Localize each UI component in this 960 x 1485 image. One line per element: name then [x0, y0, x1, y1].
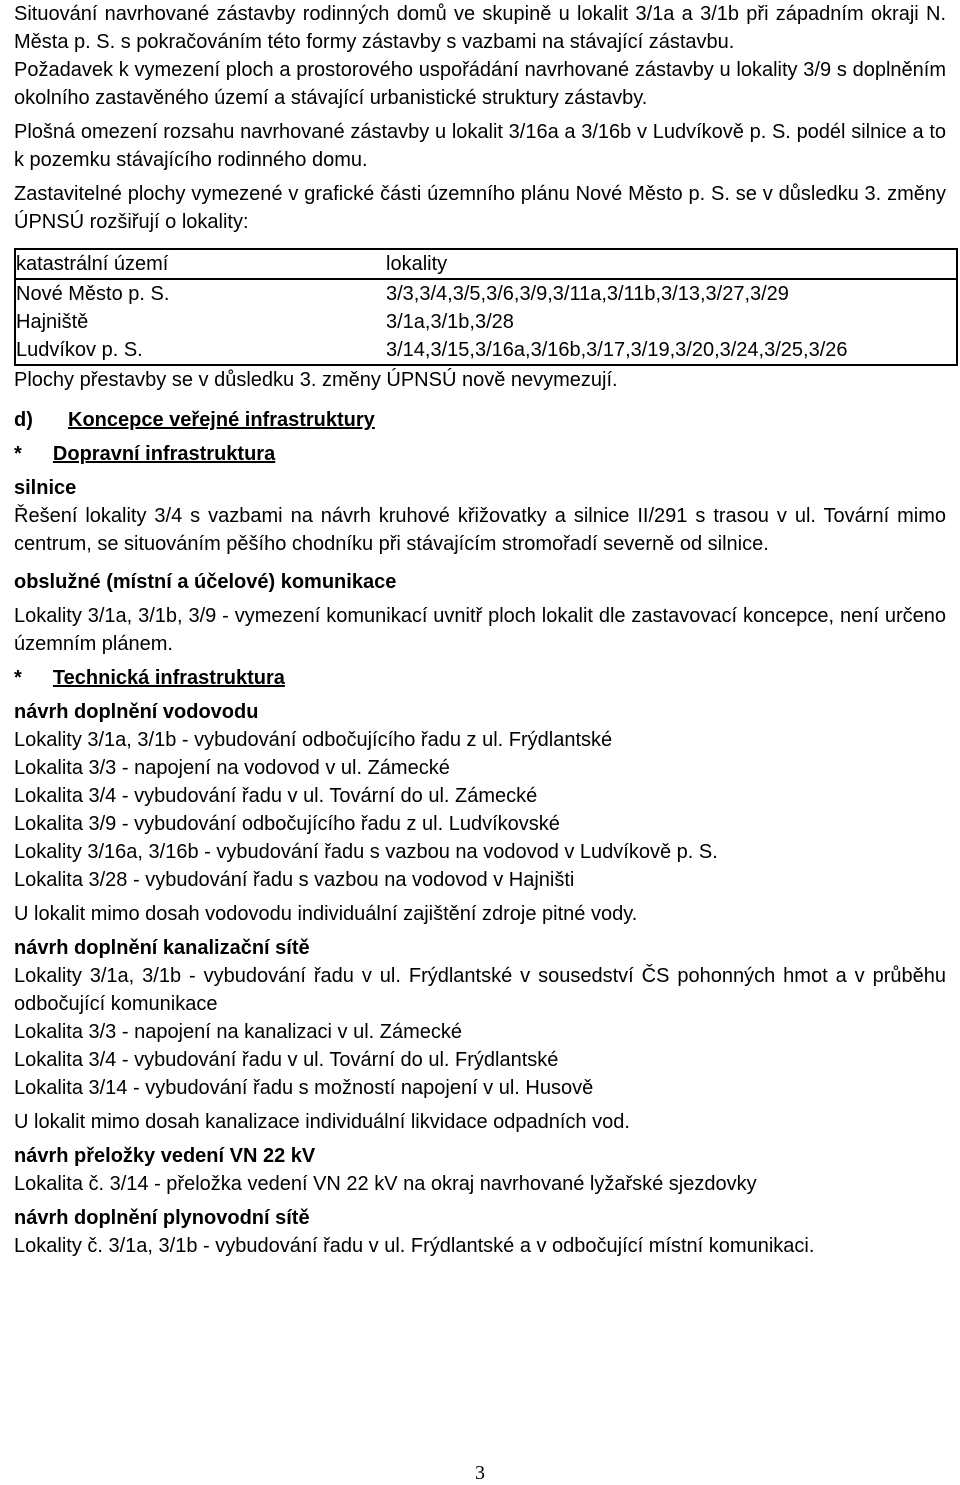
table-header-localities: lokality: [386, 249, 957, 279]
water-line: Lokalita 3/3 - napojení na vodovod v ul. Zámecké: [14, 757, 450, 779]
paragraph-plochy-prestavby: Plochy přestavby se v důsledku 3. změny ÚPNSÚ nově nevymezují.: [14, 369, 618, 391]
table-header-row: [15, 249, 957, 279]
sewer-note: U lokalit mimo dosah kanalizace individuální likvidace odpadních vod.: [14, 1111, 630, 1133]
water-note: U lokalit mimo dosah vodovodu individuální zajištění zdroje pitné vody.: [14, 903, 638, 925]
roads-heading: silnice: [14, 477, 77, 499]
paragraph-plosna-omezeni: Plošná omezení rozsahu navrhované zástavby u lokalit 3/16a a 3/16b v Ludvíkově p. S. podél silnice a to k pozemku stávajícího rodinného domu.: [14, 121, 946, 171]
technical-title: Technická infrastruktura: [52, 667, 285, 689]
page-number: 3: [475, 1462, 485, 1484]
bullet-star: *: [14, 443, 22, 465]
sewer-line: Lokality 3/1a, 3/1b - vybudování řadu v ul. Frýdlantské v sousedství ČS pohonných hmot a v průběhu odbočující komunikace: [14, 965, 946, 1015]
table-cell-localities: 3/1a,3/1b,3/28: [386, 308, 957, 336]
table-cell-area: Nové Město p. S.: [15, 279, 386, 308]
bullet-star: *: [14, 667, 22, 689]
paragraph-situovani: Situování navrhované zástavby rodinných domů ve skupině u lokalit 3/1a a 3/1b při západním okraji N. Města p. S. s pokračováním této formy zástavby s vazbami na stávající zástavbu.: [14, 3, 946, 53]
water-line: Lokalita 3/9 - vybudování odbočujícího řadu z ul. Ludvíkovské: [14, 813, 560, 835]
section-d-heading: [14, 406, 946, 434]
table-cell-localities: 3/14,3/15,3/16a,3/16b,3/17,3/19,3/20,3/24,3/25,3/26: [386, 336, 957, 365]
table-header-area: katastrální území: [15, 249, 386, 279]
localities-table: [14, 248, 958, 366]
table-row: [15, 308, 957, 336]
local-roads-text: Lokality 3/1a, 3/1b, 3/9 - vymezení komunikací uvnitř ploch lokalit dle zastavovací koncepce, není určeno územním plánem.: [14, 605, 946, 655]
water-heading: návrh doplnění vodovodu: [14, 701, 259, 723]
water-line: Lokalita 3/28 - vybudování řadu s vazbou na vodovod v Hajništi: [14, 869, 575, 891]
technical-heading: [14, 664, 946, 692]
transport-title: Dopravní infrastruktura: [52, 443, 276, 465]
local-roads-heading: obslužné (místní a účelové) komunikace: [14, 571, 397, 593]
gas-text: Lokality č. 3/1a, 3/1b - vybudování řadu v ul. Frýdlantské a v odbočující místní komunikaci.: [14, 1235, 815, 1257]
vn-text: Lokalita č. 3/14 - přeložka vedení VN 22 kV na okraj navrhované lyžařské sjezdovky: [14, 1173, 757, 1195]
document-body: [14, 0, 946, 1260]
table-cell-area: Hajniště: [15, 308, 386, 336]
paragraph-pozadavek: Požadavek k vymezení ploch a prostorového uspořádání navrhované zástavby u lokality 3/9 s doplněním okolního zastavěného území a stávající urbanistické struktury zástavby.: [14, 59, 946, 109]
water-line: Lokalita 3/4 - vybudování řadu v ul. Tovární do ul. Zámecké: [14, 785, 538, 807]
sewer-heading: návrh doplnění kanalizační sítě: [14, 937, 310, 959]
section-d-letter: d): [14, 409, 33, 431]
transport-heading: [14, 440, 946, 468]
sewer-line: Lokalita 3/4 - vybudování řadu v ul. Tovární do ul. Frýdlantské: [14, 1049, 559, 1071]
paragraph-zastavitelne-plochy: Zastavitelné plochy vymezené v grafické části územního plánu Nové Město p. S. se v důsledku 3. změny ÚPNSÚ rozšiřují o lokality:: [14, 183, 946, 233]
roads-text: Řešení lokality 3/4 s vazbami na návrh kruhové křižovatky a silnice II/291 s trasou v ul. Tovární mimo centrum, se situováním pěšího chodníku při stávajícím stromořadí severně od silnice.: [14, 505, 946, 555]
sewer-line: Lokalita 3/14 - vybudování řadu s možností napojení v ul. Husově: [14, 1077, 594, 1099]
table-cell-area: Ludvíkov p. S.: [15, 336, 386, 365]
section-d-title: Koncepce veřejné infrastruktury: [68, 409, 375, 431]
water-line: Lokality 3/1a, 3/1b - vybudování odbočujícího řadu z ul. Frýdlantské: [14, 729, 613, 751]
gas-heading: návrh doplnění plynovodní sítě: [14, 1207, 310, 1229]
table-row: [15, 279, 957, 308]
table-row: [15, 336, 957, 365]
table-cell-localities: 3/3,3/4,3/5,3/6,3/9,3/11a,3/11b,3/13,3/27,3/29: [386, 279, 957, 308]
sewer-line: Lokalita 3/3 - napojení na kanalizaci v ul. Zámecké: [14, 1021, 463, 1043]
water-line: Lokality 3/16a, 3/16b - vybudování řadu s vazbou na vodovod v Ludvíkově p. S.: [14, 841, 718, 863]
vn-heading: návrh přeložky vedení VN 22 kV: [14, 1145, 316, 1167]
